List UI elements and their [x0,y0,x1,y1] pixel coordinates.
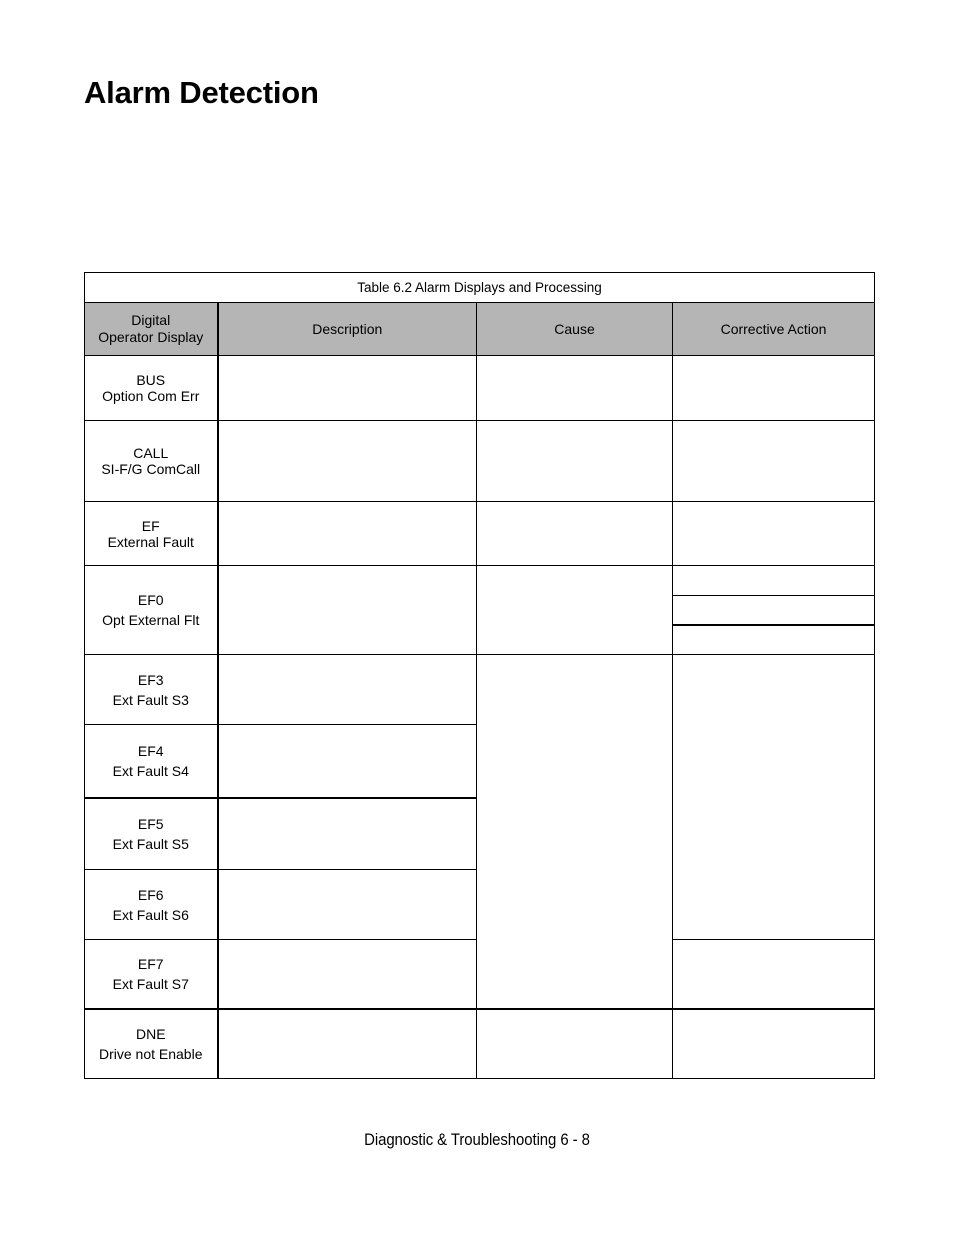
description-cell [218,356,477,421]
corrective-action-cell [673,502,875,566]
operator-display-cell [85,870,218,940]
header-description: Description [218,303,477,356]
alarm-code: EF6 [137,886,164,903]
header-corrective-action: Corrective Action [673,303,875,356]
cause-cell [477,502,673,566]
cause-cell [477,356,673,421]
alarm-name: Ext Fault S4 [112,762,189,779]
description-cell [218,1009,477,1079]
corrective-action-cell [673,421,875,502]
operator-display-cell [85,725,218,798]
alarm-table [84,272,875,1079]
cause-cell [477,566,673,655]
alarm-name: Ext Fault S7 [112,975,189,992]
description-cell [218,798,477,870]
corrective-action-cell [673,566,875,596]
header-cause: Cause [477,303,673,356]
table-row [85,1009,875,1079]
corrective-action-cell [673,655,875,940]
header-display [85,303,218,356]
alarm-code: EF5 [137,815,164,832]
table-caption: Table 6.2 Alarm Displays and Processing [85,273,875,303]
operator-display-cell [85,798,218,870]
header-display-line1: Digital [131,312,171,328]
table-row [85,655,875,725]
page-footer: Diagnostic & Troubleshooting 6 - 8 [364,1130,590,1149]
operator-display-cell [85,421,218,502]
operator-display-cell [85,566,218,655]
cause-cell [477,655,673,1009]
operator-display-cell [85,940,218,1009]
table-row [85,566,875,596]
description-cell [218,502,477,566]
alarm-code: EF3 [137,671,164,688]
alarm-name: External Fault [107,533,194,550]
alarm-name: Ext Fault S3 [112,691,189,708]
corrective-action-cell [673,625,875,655]
description-cell [218,870,477,940]
description-cell [218,421,477,502]
description-cell [218,655,477,725]
page-title: Alarm Detection [84,75,319,110]
table-row [85,356,875,421]
cause-cell [477,1009,673,1079]
alarm-name: Ext Fault S5 [112,835,189,852]
corrective-action-cell [673,1009,875,1079]
operator-display-cell [85,356,218,421]
corrective-action-cell [673,356,875,421]
corrective-action-cell [673,596,875,625]
corrective-action-cell [673,940,875,1009]
alarm-code: EF4 [137,742,164,759]
cause-cell [477,421,673,502]
alarm-name: Option Com Err [102,388,200,404]
description-cell [218,940,477,1009]
alarm-name: Drive not Enable [98,1045,203,1062]
alarm-code: EF7 [137,955,164,972]
operator-display-cell [85,1009,218,1079]
alarm-name: Ext Fault S6 [112,906,189,923]
operator-display-cell [85,502,218,566]
alarm-code: CALL [133,445,169,461]
alarm-code: EF0 [137,592,164,608]
alarm-code: BUS [136,372,166,388]
alarm-code: EF [141,517,160,534]
operator-display-cell [85,655,218,725]
alarm-name: SI-F/G ComCall [101,461,201,477]
header-display-line2: Operator Display [98,329,204,345]
table-row [85,502,875,566]
table-row [85,421,875,502]
description-cell [218,725,477,798]
alarm-name: Opt External Flt [102,612,200,628]
alarm-code: DNE [135,1025,166,1042]
description-cell [218,566,477,655]
